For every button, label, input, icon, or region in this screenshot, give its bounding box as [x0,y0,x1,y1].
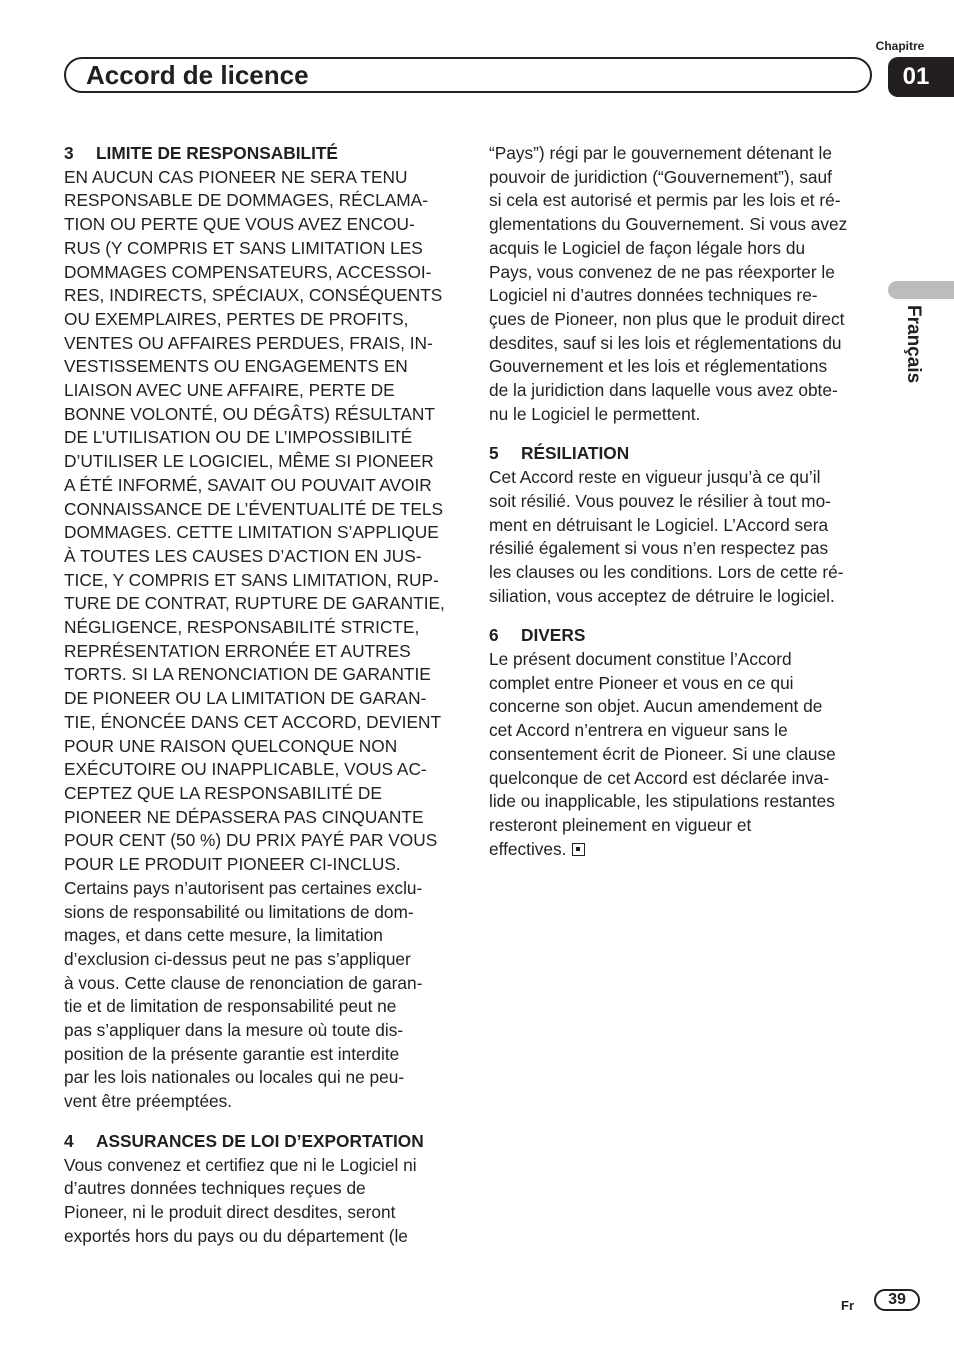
section-3-title: LIMITE DE RESPONSABILITÉ [96,143,338,163]
section-6-paragraph-wrapper [489,648,881,861]
page-title-bar [64,57,872,93]
end-of-section-icon [572,843,585,856]
section-5-heading [489,442,881,466]
chapter-number-badge: 01 [888,57,954,97]
language-tab-marker [888,281,954,299]
section-3-paragraph-2: Certains pays n’autorisent pas certaines exclu- sions de responsabilité ou limitations de dom- mages, et dans cette mesure, la limitation d’exclusion ci-dessus peut ne pas s’appliquer à vous. Cette clause de renonciation de garan- tie et de limitation de responsabilité peut ne pas s’appliquer dans la mesure où toute dis- position de la présente garantie est interdite par les lois nationales ou locales qui ne peu- vent être préemptées. [64,877,423,1112]
page-number: 39 [874,1289,920,1311]
section-3-paragraph-1: EN AUCUN CAS PIONEER NE SERA TENU RESPONSABLE DE DOMMAGES, RÉCLAMA- TION OU PERTE QUE VOUS AVEZ ENCOU- RUS (Y COMPRIS ET SANS LIMITATION LES DOMMAGES COMPENSATEURS, ACCESSOI- RES, INDIRECTS, SPÉCIAUX, CONSÉQUENTS OU EXEMPLAIRES, PERTES DE PROFITS, VENTES OU AFFAIRES PERDUES, FRAIS, IN- VESTISSEMENTS OU ENGAGEMENTS EN LIAISON AVEC UNE AFFAIRE, PERTE DE BONNE VOLONTÉ, OU DÉGÂTS) RÉSULTANT DE L’UTILISATION OU DE L’IMPOSSIBILITÉ D’UTILISER LE LOGICIEL, MÊME SI PIONEER A ÉTÉ INFORMÉ, SAVAIT OU POUVAIT AVOIR CONNAISSANCE DE L’ÉVENTUALITÉ DE TELS DOMMAGES. CETTE LIMITATION S’APPLIQUE À TOUTES LES CAUSES D’ACTION EN JUS- TICE, Y COMPRIS ET SANS LIMITATION, RUP- TURE DE CONTRAT, RUPTURE DE GARANTIE, NÉGLIGENCE, RESPONSABILITÉ STRICTE, REPRÉSENTATION ERRONÉE ET AUTRES TORTS. SI LA RENONCIATION DE GARANTIE DE PIONEER OU LA LIMITATION DE GARAN- TIE, ÉNONCÉE DANS CET ACCORD, DEVIENT POUR UNE RAISON QUELCONQUE NON EXÉCUTOIRE OU INAPPLICABLE, VOUS AC- CEPTEZ QUE LA RESPONSABILITÉ DE PIONEER NE DÉPASSERA PAS CINQUANTE POUR CENT (50 %) DU PRIX PAYÉ PAR VOUS POUR LE PRODUIT PIONEER CI-INCLUS. [64,166,445,875]
chapter-label: Chapitre [875,39,925,53]
section-5-title: RÉSILIATION [521,443,630,464]
section-6-number: 6 [489,625,499,646]
section-5-number: 5 [489,443,499,464]
section-6-paragraph: Le présent document constitue l’Accord complet entre Pioneer et vous en ce qui concerne son objet. Aucun amendement de cet Accord n’entrera en vigueur sans le consentement écrit de Pioneer. Si une clause quelconque de cet Accord est déclarée inva- lide ou inapplicable, les stipulations restantes resteront pleinement en vigueur et effectives. [489,649,836,859]
section-4-paragraph-start: Vous convenez et certifiez que ni le Logiciel ni d’autres données techniques reçues de Pioneer, ni le produit direct desdites, seront exportés hors du pays ou du département (le [64,1154,417,1246]
language-side-label: Français [903,305,924,384]
page-title: Accord de licence [86,59,309,90]
section-6-title: DIVERS [521,625,586,646]
right-column [489,142,881,861]
section-4-heading [64,1130,456,1154]
footer-language-code: Fr [841,1298,854,1313]
section-5-paragraph: Cet Accord reste en vigueur jusqu’à ce qu’il soit résilié. Vous pouvez le résilier à tout mo- ment en détruisant le Logiciel. L’Accord sera résilié également si vous n’en respectez pas les clauses ou les conditions. Lors de cette ré- siliation, vous acceptez de détruire le logiciel. [489,467,844,606]
section-3-heading [64,142,456,166]
section-4-title: ASSURANCES DE LOI D’EXPORTATION [96,1130,424,1151]
section-4-number: 4 [64,1130,74,1151]
section-4-paragraph-continued: “Pays”) régi par le gouvernement détenant le pouvoir de juridiction (“Gouvernement”), sauf si cela est autorisé et permis par les lois et ré- glementations du Gouvernement. Si vous avez acquis le Logiciel de façon légale hors du Pays, vous convenez de ne pas réexporter le Logiciel ni d’autres données techniques re- çues de Pioneer, non plus que le produit direct desdites, sauf si les lois et réglementations du Gouvernement et les lois et réglementations de la juridiction dans laquelle vous avez obte- nu le Logiciel le permettent. [489,143,848,424]
left-column [64,142,456,1248]
section-3-number: 3 [64,143,74,163]
section-6-heading [489,624,881,648]
